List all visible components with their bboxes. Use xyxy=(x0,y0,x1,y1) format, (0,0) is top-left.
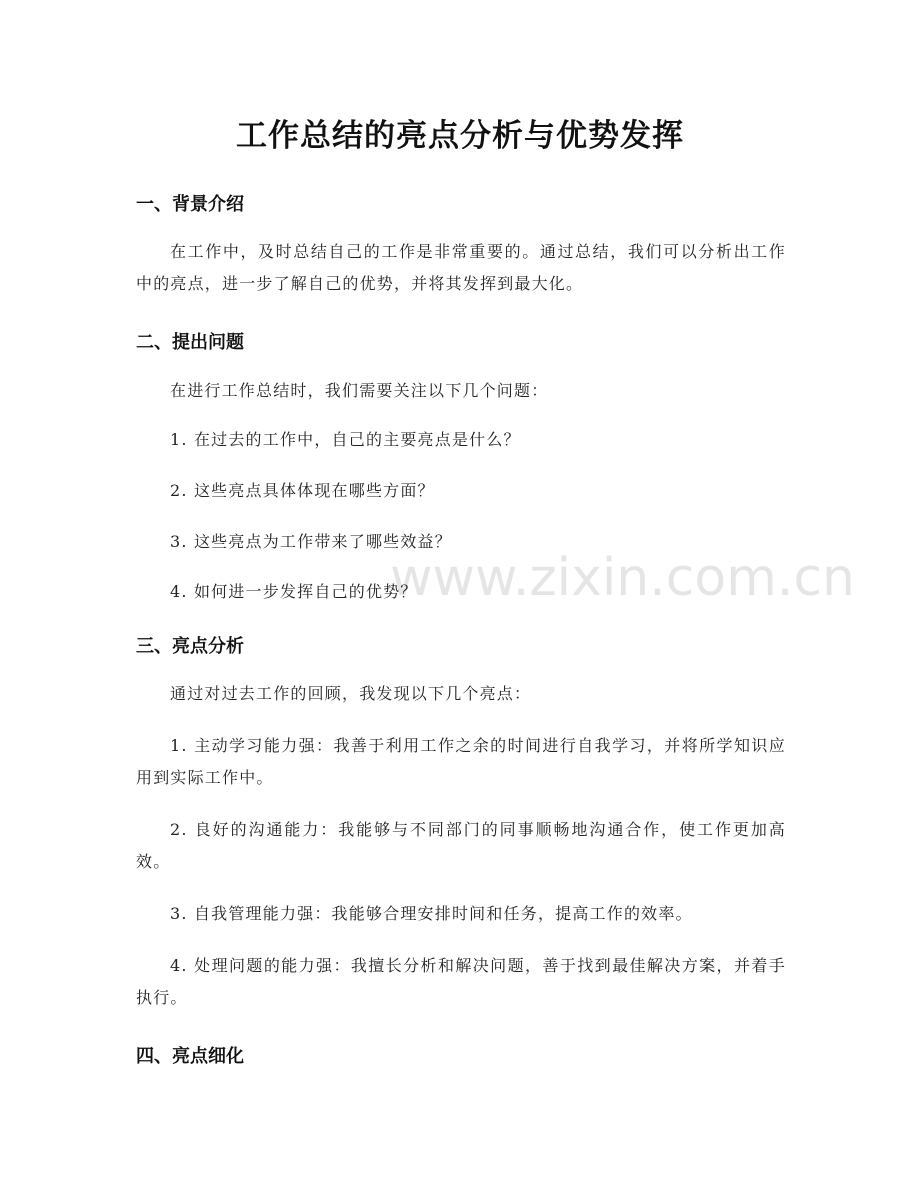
paragraph-highlights-intro: 通过对过去工作的回顾，我发现以下几个亮点： xyxy=(170,684,532,703)
list-item-highlight-4: 4. 处理问题的能力强：我擅长分析和解决问题，善于找到最佳解决方案，并着手执行。 xyxy=(136,956,786,1007)
list-item-question-4: 4. 如何进一步发挥自己的优势？ xyxy=(170,582,418,601)
paragraph-background-intro: 在工作中，及时总结自己的工作是非常重要的。通过总结，我们可以分析出工作中的亮点，进一步了解自己的优势，并将其发挥到最大化。 xyxy=(136,242,786,293)
watermark: www.zixin.com.cn xyxy=(390,548,855,608)
list-item-highlight-1: 1. 主动学习能力强：我善于利用工作之余的时间进行自我学习，并将所学知识应用到实际工作中。 xyxy=(136,736,786,787)
list-item-question-2: 2. 这些亮点具体体现在哪些方面？ xyxy=(170,481,435,500)
section-heading-background: 一、背景介绍 xyxy=(136,194,244,215)
document-title: 工作总结的亮点分析与优势发挥 xyxy=(236,118,684,154)
section-heading-highlight-details: 四、亮点细化 xyxy=(136,1046,244,1067)
section-heading-highlights: 三、亮点分析 xyxy=(136,636,244,657)
section-heading-questions: 二、提出问题 xyxy=(136,332,244,353)
paragraph-questions-intro: 在进行工作总结时，我们需要关注以下几个问题： xyxy=(170,381,549,400)
list-item-question-3: 3. 这些亮点为工作带来了哪些效益？ xyxy=(170,532,452,551)
list-item-question-1: 1. 在过去的工作中，自己的主要亮点是什么？ xyxy=(170,430,521,449)
list-item-highlight-3: 3. 自我管理能力强：我能够合理安排时间和任务，提高工作的效率。 xyxy=(170,904,693,923)
list-item-highlight-2: 2. 良好的沟通能力：我能够与不同部门的同事顺畅地沟通合作，使工作更加高效。 xyxy=(136,820,786,871)
